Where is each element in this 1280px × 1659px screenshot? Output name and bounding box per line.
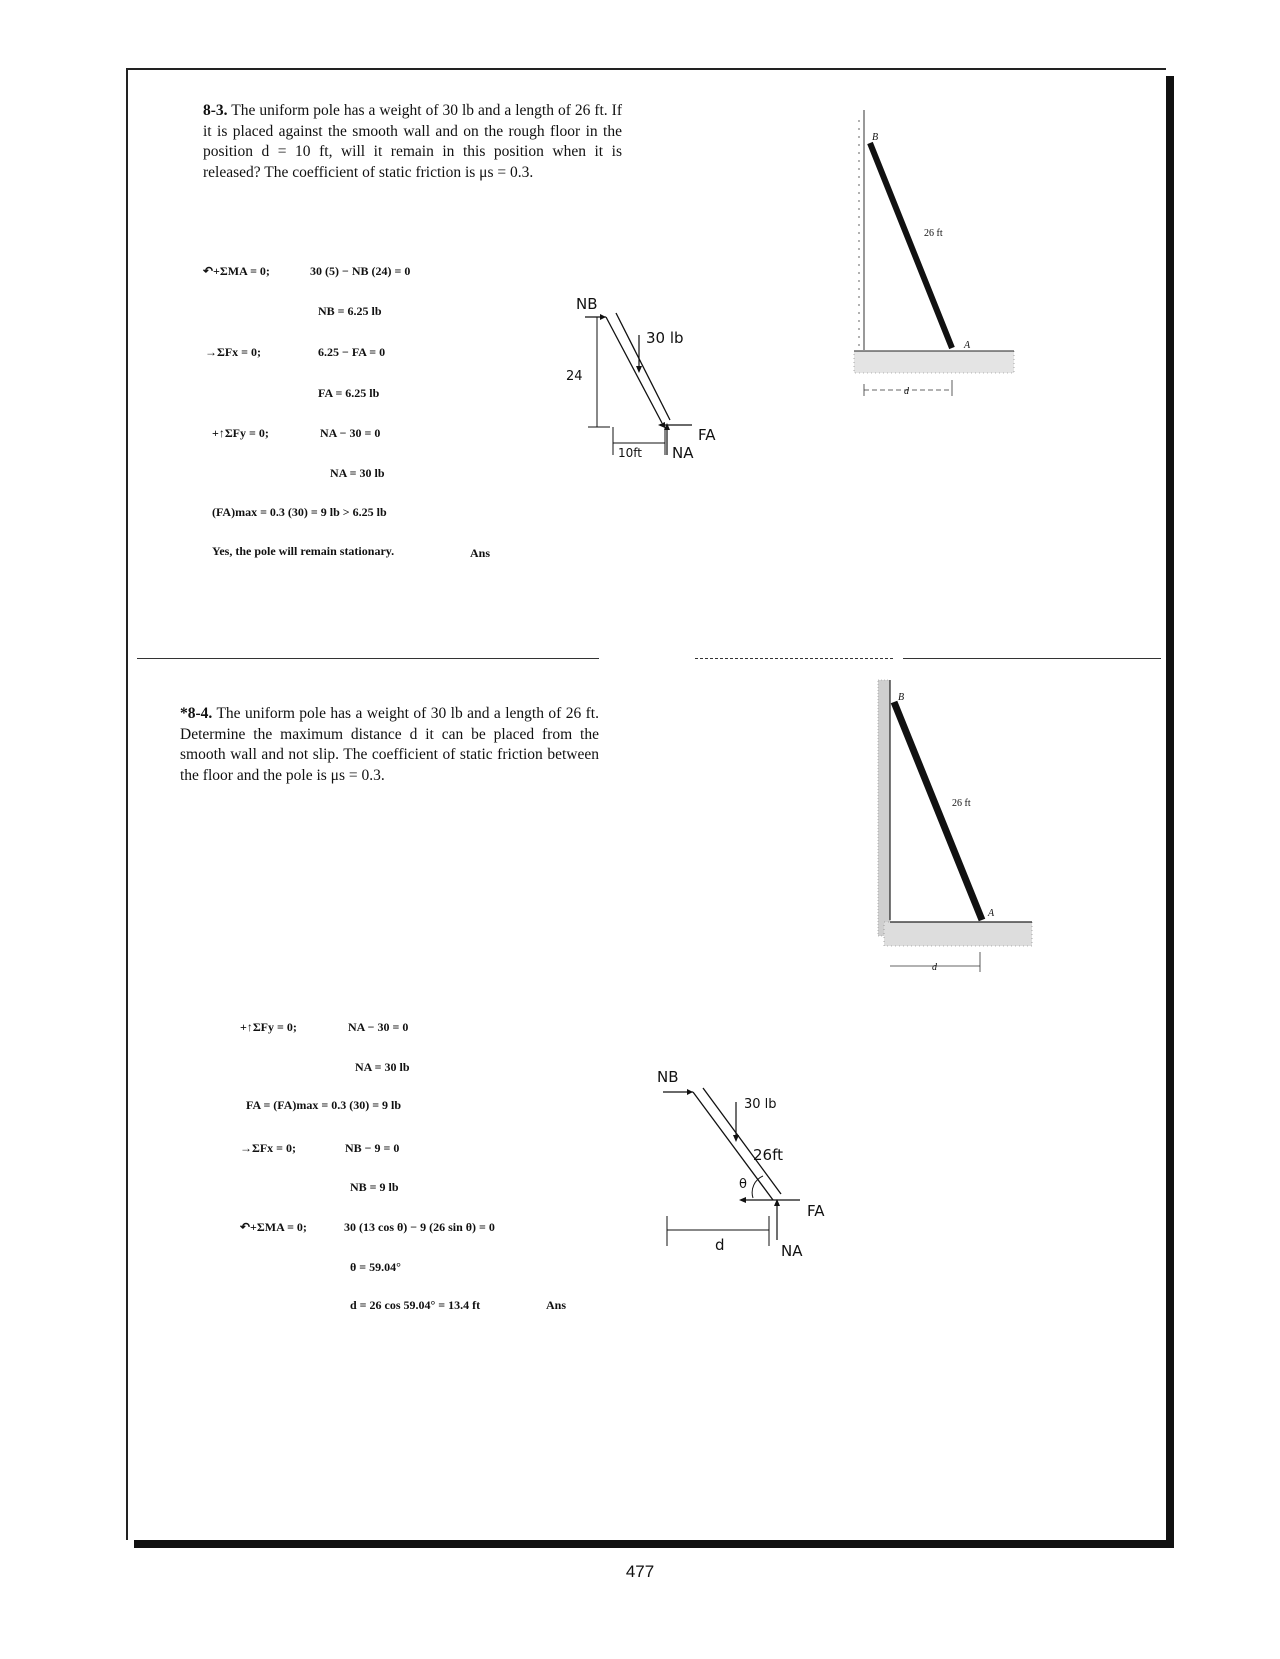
weight-arrow-icon xyxy=(636,366,642,373)
label-point-b: B xyxy=(898,692,905,703)
solution-line: θ = 59.04° xyxy=(350,1260,401,1274)
fbd-label-length: 26ft xyxy=(753,1146,783,1164)
fbd-label-nb: NB xyxy=(576,295,598,313)
label-length: 26 ft xyxy=(924,228,943,239)
solution-line: ↶+ΣMA = 0; 30 (5) − NB (24) = 0 xyxy=(203,264,411,278)
pole xyxy=(870,143,952,348)
page-number: 477 xyxy=(625,1562,655,1581)
weight-arrow-icon xyxy=(733,1135,739,1142)
label-d: d xyxy=(932,962,937,973)
solution-line: NA = 30 lb xyxy=(355,1060,410,1074)
label-point-a: A xyxy=(988,908,995,919)
pole xyxy=(894,702,982,920)
fbd-label-theta: θ xyxy=(739,1177,747,1192)
nb-arrow-icon xyxy=(687,1089,693,1095)
solution-line: (FA)max = 0.3 (30) = 9 lb > 6.25 lb xyxy=(212,505,387,519)
problem-8-3-text: The uniform pole has a weight of 30 lb and a length of 26 ft. If it is placed against the smooth wall and on the rough floor in the position d = 10 ft, will it remain in this position when it is released? The coefficient of static friction is μs = 0.3. xyxy=(203,102,622,181)
problem-8-4-number: *8-4. xyxy=(180,705,213,722)
solution-line: FA = (FA)max = 0.3 (30) = 9 lb xyxy=(246,1098,402,1112)
section-divider xyxy=(903,658,1161,659)
fbd-label-nb: NB xyxy=(657,1068,679,1086)
problem-8-3-free-body-diagram xyxy=(566,295,716,475)
problem-8-4-figure xyxy=(860,680,1040,980)
answer-tag: Ans xyxy=(470,546,491,560)
label-point-a: A xyxy=(964,340,971,351)
label-point-b: B xyxy=(872,132,879,143)
section-divider xyxy=(695,658,893,659)
section-divider xyxy=(137,658,599,659)
fbd-label-weight: 30 lb xyxy=(744,1097,777,1112)
problem-8-3-number: 8-3. xyxy=(203,102,228,119)
problem-8-4-text: The uniform pole has a weight of 30 lb and a length of 26 ft. Determine the maximum distance d it can be placed from the smooth wall and not slip. The coefficient of static friction between the floor and the pole is μs = 0.3. xyxy=(180,705,599,784)
solution-line: ↶+ΣMA = 0; 30 (13 cos θ) − 9 (26 sin θ) = 0 xyxy=(240,1220,495,1234)
answer-tag: Ans xyxy=(546,1298,567,1312)
label-length: 26 ft xyxy=(952,798,971,809)
fbd-label-height: 24 xyxy=(566,369,583,384)
solution-line: NA = 30 lb xyxy=(330,466,385,480)
fbd-label-base: 10ft xyxy=(618,446,642,460)
problem-8-3-statement xyxy=(203,101,622,183)
problem-8-3-figure xyxy=(840,110,1010,410)
fbd-label-fa: FA xyxy=(807,1202,825,1220)
nb-arrow-icon xyxy=(600,314,606,320)
fbd-label-fa: FA xyxy=(698,426,716,444)
fbd-label-weight: 30 lb xyxy=(646,329,684,347)
problem-8-4-free-body-diagram xyxy=(645,1070,835,1270)
solution-line: +↑ΣFy = 0; NA − 30 = 0 xyxy=(240,1020,409,1034)
solution-line: Yes, the pole will remain stationary. xyxy=(212,544,395,558)
solution-line: FA = 6.25 lb xyxy=(318,386,380,400)
problem-8-4-statement xyxy=(180,704,599,786)
solution-line: NB = 6.25 lb xyxy=(318,304,382,318)
solution-line: →ΣFx = 0; 6.25 − FA = 0 xyxy=(205,345,386,359)
fa-arrow-icon xyxy=(739,1197,746,1203)
fbd-label-na: NA xyxy=(781,1242,803,1260)
fbd-label-d: d xyxy=(715,1236,725,1254)
solution-line: →ΣFx = 0; NB − 9 = 0 xyxy=(240,1141,400,1155)
label-d: d xyxy=(904,386,909,397)
solution-line: NB = 9 lb xyxy=(350,1180,399,1194)
fbd-label-na: NA xyxy=(672,444,694,462)
solution-line: d = 26 cos 59.04° = 13.4 ft xyxy=(350,1298,481,1312)
solution-line: +↑ΣFy = 0; NA − 30 = 0 xyxy=(212,426,381,440)
